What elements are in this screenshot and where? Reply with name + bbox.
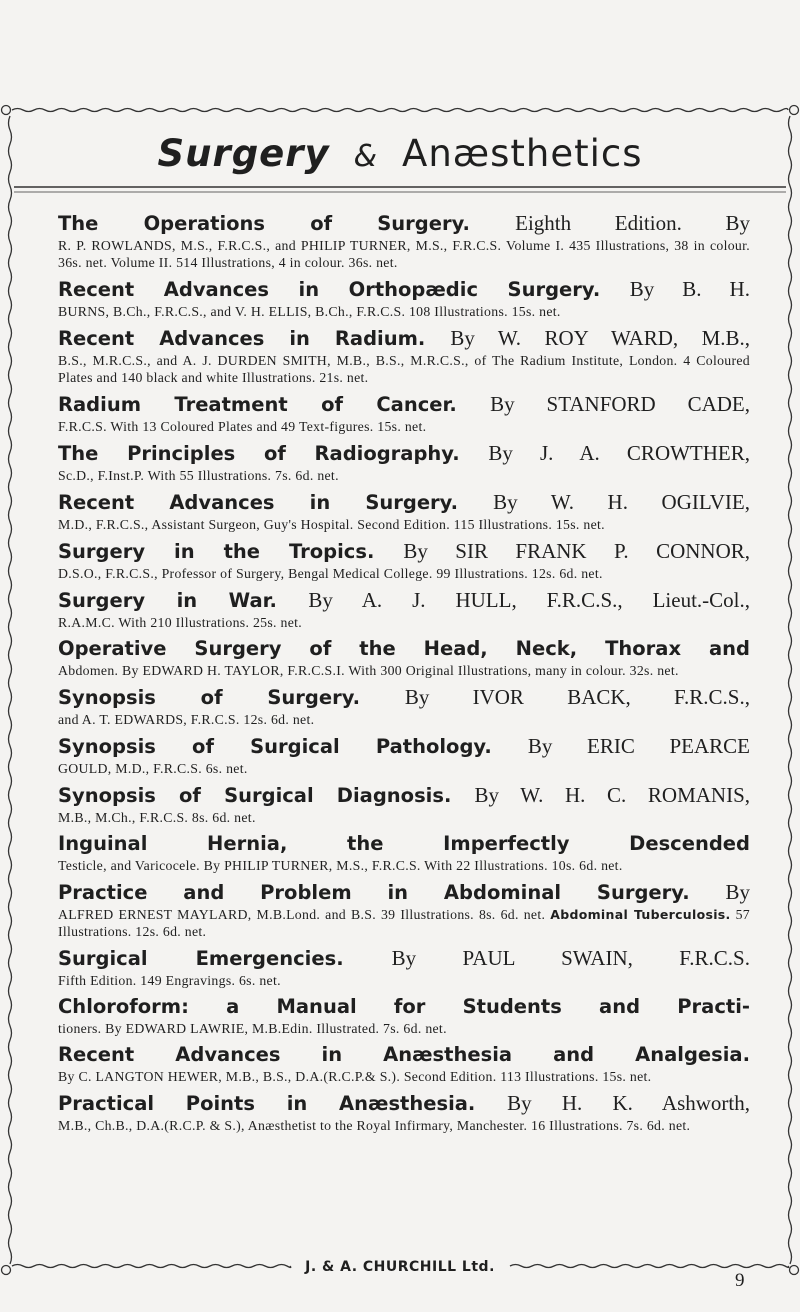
book-author-lead: By B. H. [629, 277, 750, 301]
book-details-text: Abdomen. By EDWARD H. TAYLOR, F.R.C.S.I. With 300 Original Illustrations, many in colour. 32s. net. [58, 663, 679, 678]
top-wavy-rule [12, 109, 788, 112]
book-author-lead: By A. J. HULL, F.R.C.S., Lieut.-Col., [308, 588, 750, 612]
related-details: 57 Illustrations. 12s. 6d. net. [58, 907, 751, 939]
book-author-lead: By STANFORD CADE, [490, 392, 750, 416]
page-heading [0, 132, 800, 175]
book-title: Surgery in the Tropics. [58, 540, 375, 563]
book-details [58, 711, 750, 728]
publisher-footer: J. & A. CHURCHILL Ltd. [305, 1259, 495, 1275]
book-details [58, 237, 750, 271]
book-entry [58, 391, 750, 435]
book-title-line [58, 879, 750, 906]
book-details-text: Fifth Edition. 149 Engravings. 6s. net. [58, 973, 281, 988]
book-title-line [58, 587, 750, 614]
book-author-lead: Eighth Edition. By [515, 211, 750, 235]
book-details-text: D.S.O., F.R.C.S., Professor of Surgery, Bengal Medical College. 99 Illustrations. 12s. 6d. net. [58, 566, 603, 581]
book-title: Radium Treatment of Cancer. [58, 393, 457, 416]
book-details-text: By C. LANGTON HEWER, M.B., B.S., D.A.(R.C.P.& S.). Second Edition. 113 Illustrations. 15s. net. [58, 1069, 652, 1084]
heading-anaesthetics: Anæsthetics [402, 132, 643, 175]
related-title: Abdominal Tuberculosis. [550, 907, 731, 922]
book-title-line [58, 945, 750, 972]
left-wavy-rule [9, 116, 12, 1264]
book-title-line [58, 325, 750, 352]
book-title: Synopsis of Surgery. [58, 686, 361, 709]
book-details [58, 614, 750, 631]
book-details-text: ALFRED ERNEST MAYLARD, M.B.Lond. and B.S. 39 Illustrations. 8s. 6d. net. [58, 907, 546, 922]
book-entry [58, 210, 750, 271]
book-author-lead: By W. H. OGILVIE, [493, 490, 750, 514]
book-entry [58, 879, 750, 940]
book-title-line [58, 994, 750, 1020]
book-details-text: F.R.C.S. With 13 Coloured Plates and 49 Text-figures. 15s. net. [58, 419, 427, 434]
book-details-text: Testicle, and Varicocele. By PHILIP TURNER, M.S., F.R.C.S. With 22 Illustrations. 10s. 6d. net. [58, 858, 623, 873]
book-details-text: GOULD, M.D., F.R.C.S. 6s. net. [58, 761, 248, 776]
book-title: Recent Advances in Radium. [58, 327, 426, 350]
book-title: Chloroform: a Manual for Students and Practi- [58, 995, 750, 1018]
book-entry [58, 1090, 750, 1134]
book-details [58, 857, 750, 874]
book-title-line [58, 1042, 750, 1068]
book-title-line [58, 210, 750, 237]
book-details [58, 972, 750, 989]
book-entry [58, 782, 750, 826]
corner-ring-top-left [2, 106, 11, 115]
book-author-lead: By ERIC PEARCE [527, 734, 751, 758]
book-entry [58, 831, 750, 874]
book-details [58, 662, 750, 679]
book-author-lead: By W. H. C. ROMANIS, [474, 783, 751, 807]
book-title-line [58, 733, 750, 760]
book-title: Recent Advances in Surgery. [58, 491, 458, 514]
book-title: The Operations of Surgery. [58, 212, 470, 235]
book-title-line [58, 1090, 750, 1117]
book-title: The Principles of Radiography. [58, 442, 460, 465]
book-details-text: R.A.M.C. With 210 Illustrations. 25s. net. [58, 615, 303, 630]
book-details-text: and A. T. EDWARDS, F.R.C.S. 12s. 6d. net. [58, 712, 315, 727]
book-details [58, 352, 750, 386]
book-details-text: M.B., Ch.B., D.A.(R.C.P. & S.), Anæsthetist to the Royal Infirmary, Manchester. 16 Illustrations. 7s. 6d. net. [58, 1118, 691, 1133]
book-entry [58, 994, 750, 1037]
book-details [58, 467, 750, 484]
book-details [58, 906, 750, 940]
book-author-lead: By PAUL SWAIN, F.R.C.S. [391, 946, 750, 970]
book-details [58, 303, 750, 320]
book-author-lead: By [725, 880, 750, 904]
heading-ampersand: & [353, 139, 379, 174]
book-title-line [58, 782, 750, 809]
book-details-text: M.D., F.R.C.S., Assistant Surgeon, Guy's Hospital. Second Edition. 115 Illustrations. 15s. net. [58, 517, 605, 532]
book-details-text: BURNS, B.Ch., F.R.C.S., and V. H. ELLIS, B.Ch., F.R.C.S. 108 Illustrations. 15s. net. [58, 304, 561, 319]
book-entry [58, 538, 750, 582]
book-details [58, 565, 750, 582]
book-details-text: M.B., M.Ch., F.R.C.S. 8s. 6d. net. [58, 810, 256, 825]
book-details [58, 760, 750, 777]
book-title-line [58, 489, 750, 516]
book-entry [58, 733, 750, 777]
book-details-text: tioners. By EDWARD LAWRIE, M.B.Edin. Illustrated. 7s. 6d. net. [58, 1021, 447, 1036]
book-author-lead: By H. K. Ashworth, [507, 1091, 751, 1115]
book-title: Surgical Emergencies. [58, 947, 344, 970]
book-title-line [58, 538, 750, 565]
book-title: Inguinal Hernia, the Imperfectly Descended [58, 832, 750, 855]
book-details [58, 1068, 750, 1085]
book-author-lead: By J. A. CROWTHER, [488, 441, 751, 465]
book-entry [58, 276, 750, 320]
book-entry [58, 325, 750, 386]
book-details [58, 809, 750, 826]
book-author-lead: By IVOR BACK, F.R.C.S., [404, 685, 750, 709]
book-entry [58, 440, 750, 484]
book-details-text: R. P. ROWLANDS, M.S., F.R.C.S., and PHILIP TURNER, M.S., F.R.C.S. Volume I. 435 Illustrations, 38 in colour. 36s. net. Volume II. 514 Illustrations, 4 in colour. 36s. net. [58, 238, 750, 270]
book-entry [58, 1042, 750, 1085]
page-number: 9 [735, 1270, 745, 1291]
book-author-lead: By W. ROY WARD, M.B., [450, 326, 750, 350]
book-title-line [58, 831, 750, 857]
book-entry [58, 489, 750, 533]
book-title: Recent Advances in Anæsthesia and Analgesia. [58, 1043, 750, 1066]
corner-ring-top-right [790, 106, 799, 115]
book-title-line [58, 440, 750, 467]
book-title: Synopsis of Surgical Diagnosis. [58, 784, 452, 807]
book-details [58, 418, 750, 435]
book-details-text: B.S., M.R.C.S., and A. J. DURDEN SMITH, M.B., B.S., M.R.C.S., of The Radium Institute, London. 4 Coloured Plates and 140 black and white Illustrations. 21s. net. [58, 353, 750, 385]
book-details [58, 516, 750, 533]
book-details-text: Sc.D., F.Inst.P. With 55 Illustrations. 7s. 6d. net. [58, 468, 339, 483]
book-entry [58, 684, 750, 728]
book-title-line [58, 391, 750, 418]
book-title-line [58, 276, 750, 303]
book-title-line [58, 636, 750, 662]
book-title: Synopsis of Surgical Pathology. [58, 735, 492, 758]
book-entry [58, 636, 750, 679]
book-details [58, 1117, 750, 1134]
book-title: Surgery in War. [58, 589, 277, 612]
book-title: Operative Surgery of the Head, Neck, Thorax and [58, 637, 750, 660]
book-author-lead: By SIR FRANK P. CONNOR, [403, 539, 750, 563]
book-details [58, 1020, 750, 1037]
book-title-line [58, 684, 750, 711]
heading-surgery: Surgery [157, 132, 330, 175]
book-entry [58, 587, 750, 631]
book-entry [58, 945, 750, 989]
book-title: Practical Points in Anæsthesia. [58, 1092, 476, 1115]
book-title: Practice and Problem in Abdominal Surgery. [58, 881, 690, 904]
book-list [58, 210, 750, 1139]
right-wavy-rule [789, 116, 792, 1264]
book-title: Recent Advances in Orthopædic Surgery. [58, 278, 601, 301]
